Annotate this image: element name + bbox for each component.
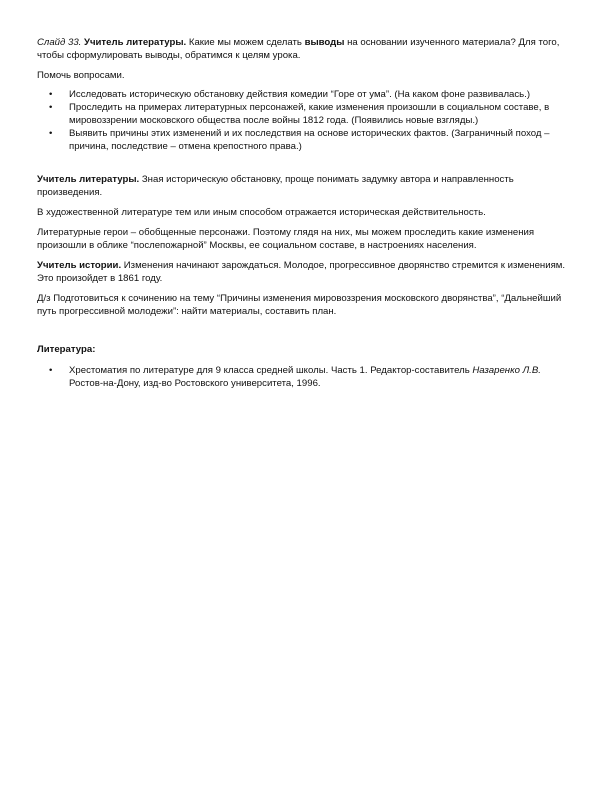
intro-bold-word: выводы — [304, 37, 345, 48]
list-item — [37, 101, 572, 127]
goal-text: Проследить на примерах литературных персонажей, какие изменения произошли в социальном составе, в мировоззрении московского общества после войны 1812 года. (Появились новые взгляды.) — [69, 102, 550, 126]
literature-text-before: Хрестоматия по литературе для 9 класса средней школы. Часть 1. Редактор-составитель — [69, 365, 473, 376]
literature-text-after: Ростов-на-Дону, изд-во Ростовского университета, 1996. — [69, 378, 321, 389]
literature-teacher-paragraph — [37, 173, 572, 199]
goals-list — [37, 88, 572, 153]
goal-text: Выявить причины этих изменений и их последствия на основе исторических фактов. (Заграничный поход – причина, последствие – отмена крепостного права.) — [69, 128, 550, 152]
intro-text-after: на основании изученного материала? Для того, чтобы сформулировать выводы, обратимся к целям урока. — [37, 37, 560, 61]
bullet-icon: • — [49, 365, 53, 376]
homework-paragraph: Д/з Подготовиться к сочинению на тему “Причины изменения мировоззрения московского дворянства”, “Дальнейший путь прогрессивной молодежи”: найти материалы, составить план. — [37, 293, 562, 317]
paragraph-text: Зная историческую обстановку, проще понимать задумку автора и направленность произведения. — [37, 174, 514, 198]
bullet-icon: • — [49, 128, 53, 139]
list-item — [37, 88, 572, 101]
bullet-icon: • — [49, 102, 53, 113]
intro-text-before: Какие мы можем сделать — [186, 37, 305, 48]
intro-paragraph — [37, 36, 572, 62]
list-item — [37, 364, 572, 390]
literature-heading — [37, 343, 572, 356]
slide-label: Слайд 33. — [37, 37, 82, 48]
history-teacher-paragraph — [37, 259, 572, 285]
literature-heading-text: Литература: — [37, 344, 96, 355]
literature-author: Назаренко Л.В. — [472, 365, 541, 376]
document-page — [37, 36, 572, 410]
paragraph-text: Изменения начинают зарождаться. Молодое, прогрессивное дворянство стремится к изменениям. Это произойдет в 1861 году. — [37, 260, 566, 284]
speaker-literature-teacher: Учитель литературы. — [84, 37, 187, 48]
speaker-history-teacher: Учитель истории. — [37, 260, 122, 271]
paragraph-history-reflection: В художественной литературе тем или иным способом отражается историческая действительность. — [37, 207, 486, 218]
goal-text: Исследовать историческую обстановку действия комедии “Горе от ума”. (На каком фоне развивалась.) — [69, 89, 531, 100]
speaker-literature-teacher: Учитель литературы. — [37, 174, 140, 185]
paragraph-literary-heroes: Литературные герои – обобщенные персонажи. Поэтому глядя на них, мы можем проследить какие изменения произошли в облике “послепожарной” Москвы, ее социальном составе, в настроениях населения. — [37, 227, 535, 251]
help-label: Помочь вопросами. — [37, 70, 125, 81]
literature-list — [37, 364, 572, 390]
bullet-icon: • — [49, 89, 53, 100]
list-item — [37, 127, 572, 153]
section-spacer — [37, 325, 572, 343]
